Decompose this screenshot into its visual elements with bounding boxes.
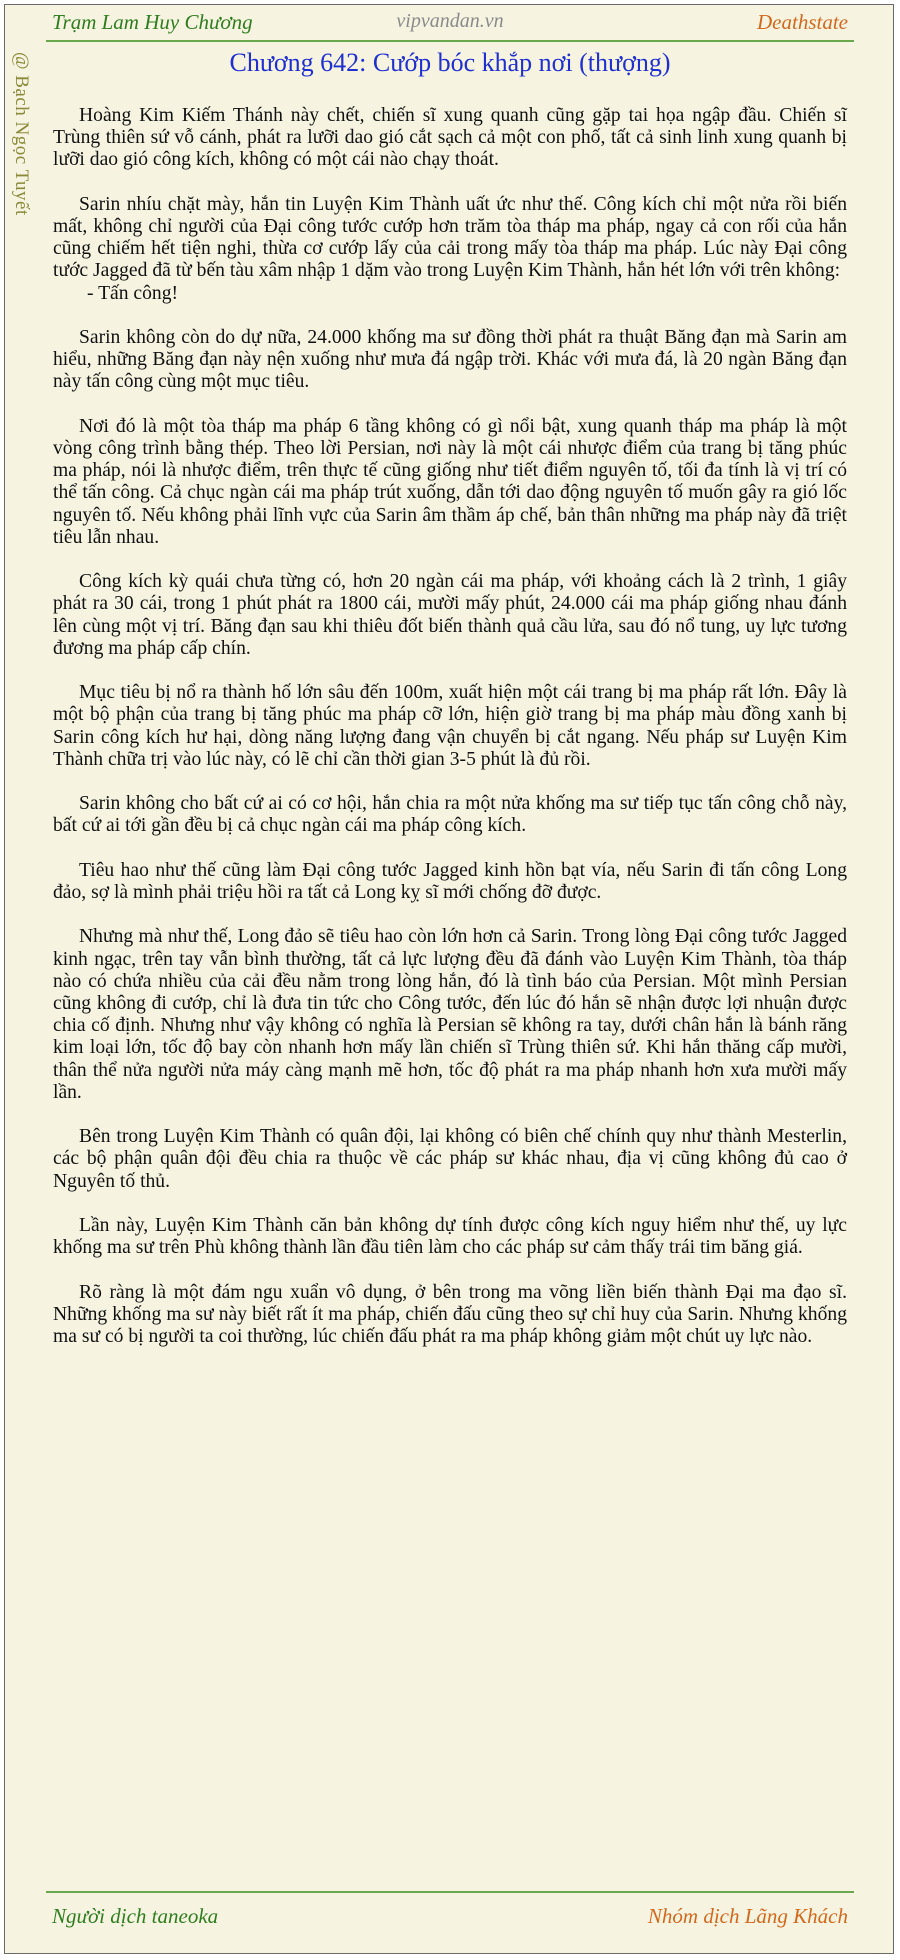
footer-translator: Người dịch taneoka — [52, 1904, 219, 1928]
paragraph: Nhưng mà như thế, Long đảo sẽ tiêu hao còn lớn hơn cả Sarin. Trong lòng Đại công tước Jagged kinh ngạc, trên tay vẫn bình thường, tất cả lực lượng đều đã đánh vào Luyện Kim Thành, tòa tháp nào có chứa nhiều của cải đều nằm trong lòng hắn, đó là tình báo của Persian. Một mình Persian cũng không đi cướp, chỉ là đưa tin tức cho Công tước, đến lúc đó hắn sẽ nhận được lợi nhuận được chia cố định. Nhưng như vậy không có nghĩa là Persian sẽ không ra tay, dưới chân hắn là bánh răng kim loại lớn, tốc độ bay còn nhanh hơn mấy lần chiến sĩ Trùng thiên sứ. Khi hắn thăng cấp mười, thân thể nửa người nửa máy càng mạnh mẽ hơn, tốc độ phát ra ma pháp nhanh hơn xưa mười mấy lần. — [53, 926, 847, 1103]
paragraph: Lần này, Luyện Kim Thành căn bản không dự tính được công kích nguy hiểm như thế, uy lực khống ma sư trên Phù không thành lần đầu tiên làm cho các pháp sư cảm thấy trái tim băng giá. — [53, 1215, 847, 1259]
side-credit: @ Bạch Ngọc Tuyết — [11, 52, 32, 216]
paragraph: Sarin không cho bất cứ ai có cơ hội, hắn chia ra một nửa khống ma sư tiếp tục tấn công chỗ này, bất cứ ai tới gần đều bị cả chục ngàn cái ma pháp công kích. — [53, 793, 847, 837]
chapter-body — [53, 105, 847, 1370]
paragraph: Mục tiêu bị nổ ra thành hố lớn sâu đến 100m, xuất hiện một cái trang bị ma pháp rất lớn. Đây là một bộ phận của trang bị tăng phúc ma pháp cỡ lớn, hiện giờ trang bị ma pháp màu đồng xanh bị Sarin công kích hư hại, dòng năng lượng đang vận chuyển bị cắt ngang. Nếu pháp sư Luyện Kim Thành chữa trị vào lúc này, có lẽ chỉ cần thời gian 3-5 phút là đủ rồi. — [53, 682, 847, 770]
paragraph: Bên trong Luyện Kim Thành có quân đội, lại không có biên chế chính quy như thành Mesterlin, các bộ phận quân đội đều chia ra thuộc về các pháp sư khác nhau, địa vị cũng không đủ cao ở Nguyên tố thủ. — [53, 1126, 847, 1192]
paragraph: Sarin nhíu chặt mày, hắn tin Luyện Kim Thành uất ức như thế. Công kích chỉ một nửa rồi biến mất, không chỉ người của Đại công tước cướp hơn trăm tòa tháp ma pháp, ngay cả con rối của hắn cũng chiếm hết tiện nghi, thừa cơ cướp lấy của cải trong mấy tòa tháp ma pháp. Lúc này Đại công tước Jagged đã từ bến tàu xâm nhập 1 dặm vào trong Luyện Kim Thành, hắn hét lớn với trên không: — [53, 193, 847, 282]
paragraph: Công kích kỳ quái chưa từng có, hơn 20 ngàn cái ma pháp, với khoảng cách là 2 trình, 1 giây phát ra 30 cái, trong 1 phút phát ra 1800 cái, mười mấy phút, 24.000 cái ma pháp giống nhau đánh lên cùng một vị trí. Băng đạn sau khi thiêu đốt biến thành quả cầu lửa, sau đó nổ tung, uy lực tương đương ma pháp cấp chín. — [53, 571, 847, 659]
paragraph: Nơi đó là một tòa tháp ma pháp 6 tầng không có gì nổi bật, xung quanh tháp ma pháp là một vòng công trình bằng thép. Theo lời Persian, nơi này là một cái nhược điểm của trang bị tăng phúc ma pháp, nói là nhược điểm, trên thực tế cũng giống như tiết điểm nguyên tố, tối đa tính là vị trí có thể tấn công. Cả chục ngàn cái ma pháp trút xuống, dẫn tới dao động nguyên tố muốn gây ra gió lốc nguyên tố. Nếu không phải lĩnh vực của Sarin âm thầm áp chế, bản thân những ma pháp này đã triệt tiêu lẫn nhau. — [53, 415, 847, 548]
paragraph: Rõ ràng là một đám ngu xuẩn vô dụng, ở bên trong ma võng liền biến thành Đại ma đạo sĩ. Những khống ma sư này biết rất ít ma pháp, chiến đấu cũng theo sự chỉ huy của Sarin. Nhưng khống ma sư có bị người ta coi thường, lúc chiến đấu phát ra ma pháp không giảm một chút uy lực nào. — [53, 1281, 847, 1347]
header-website-name: Trạm Lam Huy Chương — [52, 10, 253, 34]
header-domain[interactable]: vipvandan.vn — [396, 10, 504, 32]
chapter-title: Chương 642: Cướp bóc khắp nơi (thượng) — [229, 48, 671, 77]
footer-divider — [46, 1891, 854, 1893]
page-header — [52, 8, 848, 42]
header-book-title: Deathstate — [757, 10, 848, 34]
footer-group: Nhóm dịch Lãng Khách — [647, 1904, 848, 1928]
paragraph: Sarin không còn do dự nữa, 24.000 khống ma sư đồng thời phát ra thuật Băng đạn mà Sarin am hiểu, những Băng đạn này nện xuống như mưa đá ngập trời. Khác với mưa đá, là 20 ngàn Băng đạn này tấn công cùng một mục tiêu. — [53, 327, 847, 393]
paragraph: Tiêu hao như thế cũng làm Đại công tước Jagged kinh hồn bạt vía, nếu Sarin đi tấn công Long đảo, sợ là mình phải triệu hồi ra tất cả Long kỵ sĩ mới chống đỡ được. — [53, 859, 847, 903]
paragraph: Hoàng Kim Kiếm Thánh này chết, chiến sĩ xung quanh cũng gặp tai họa ngập đầu. Chiến sĩ Trùng thiên sứ vỗ cánh, phát ra lưỡi dao gió cắt sạch cả một con phố, tất cả sinh linh xung quanh bị lưỡi dao gió công kích, không có một cái nào chạy thoát. — [53, 105, 847, 171]
dialogue-line: - Tấn công! — [87, 282, 179, 304]
header-divider — [46, 40, 854, 42]
